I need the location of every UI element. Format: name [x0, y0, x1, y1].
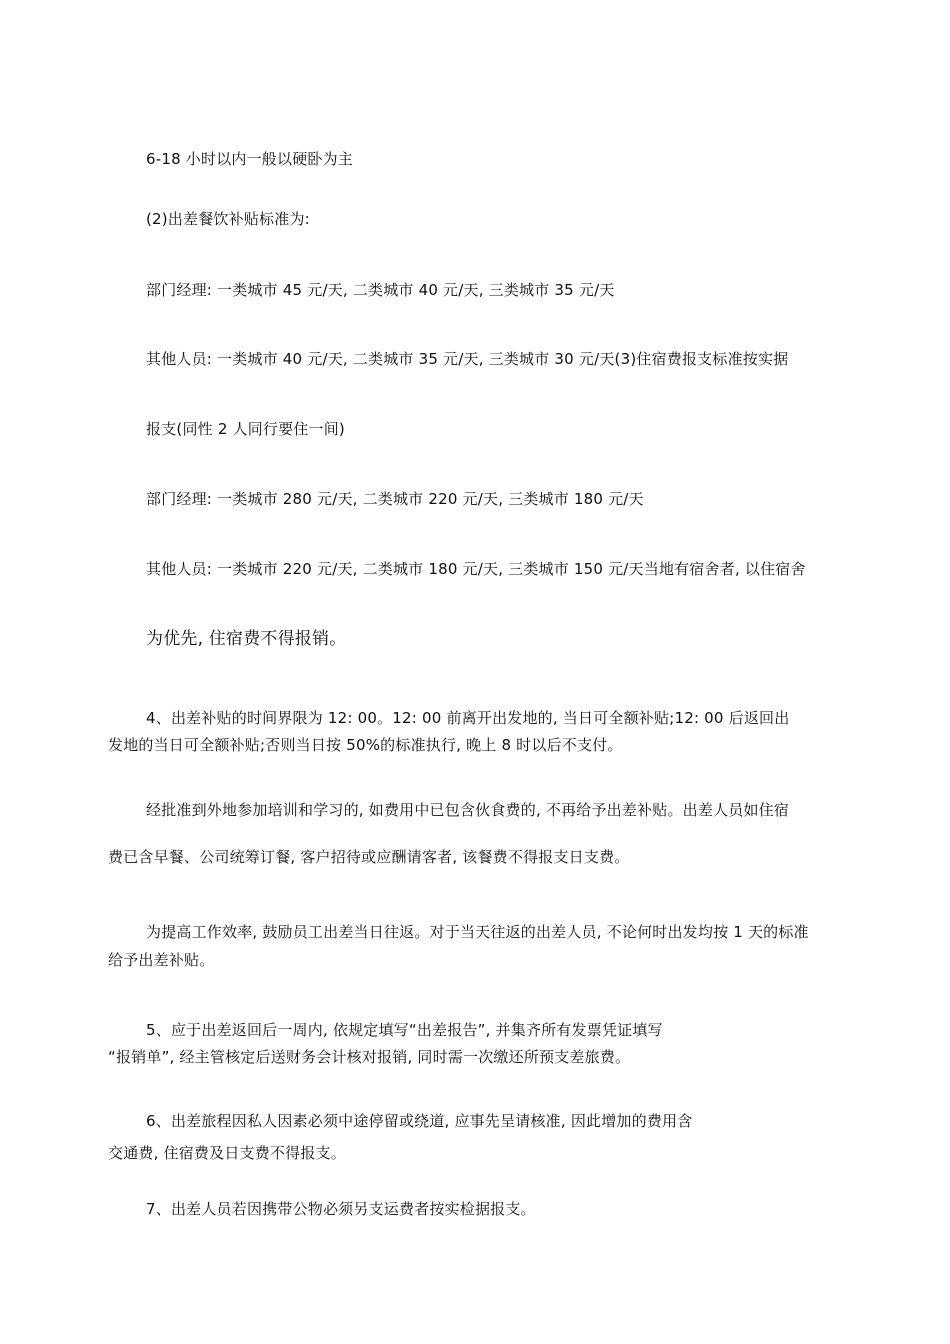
- text-line-same-day-rule-2: 给予出差补贴。: [108, 951, 215, 969]
- text-line-manager-meal-rates: 部门经理: 一类城市 45 元/天, 二类城市 40 元/天, 三类城市 35 元/天: [146, 281, 615, 299]
- text-line-meal-subsidy-heading: (2)出差餐饮补贴标准为:: [146, 210, 310, 228]
- text-line-manager-lodging-rates: 部门经理: 一类城市 280 元/天, 二类城市 220 元/天, 三类城市 180 元/天: [146, 490, 644, 508]
- text-line-detour-rule-2: 交通费, 住宿费及日支费不得报支。: [108, 1144, 346, 1162]
- text-line-freight-rule: 7、出差人员若因携带公物必须另支运费者按实检据报支。: [146, 1200, 536, 1218]
- text-line-report-rule-2: “报销单”, 经主管核定后送财务会计核对报销, 同时需一次缴还所预支差旅费。: [108, 1048, 631, 1066]
- text-line-same-day-rule-1: 为提高工作效率, 鼓励员工出差当日往返。对于当天往返的出差人员, 不论何时出发均按 1 天的标准: [146, 923, 809, 941]
- text-line-subsidy-time-rule-2: 发地的当日可全额补贴;否则当日按 50%的标准执行, 晚上 8 时以后不支付。: [108, 736, 623, 754]
- text-line-accommodation-rule: 6-18 小时以内一般以硬卧为主: [146, 150, 354, 168]
- text-line-staff-lodging-rates: 其他人员: 一类城市 220 元/天, 二类城市 180 元/天, 三类城市 150 元/天当地有宿舍者, 以住宿舍: [146, 560, 806, 578]
- text-line-lodging-note: 报支(同性 2 人同行要住一间): [146, 420, 345, 438]
- text-line-staff-meal-rates: 其他人员: 一类城市 40 元/天, 二类城市 35 元/天, 三类城市 30 元/天(3)住宿费报支标准按实据: [146, 350, 789, 368]
- text-line-report-rule-1: 5、应于出差返回后一周内, 依规定填写“出差报告”, 并集齐所有发票凭证填写: [146, 1021, 663, 1039]
- text-line-subsidy-time-rule-1: 4、出差补贴的时间界限为 12: 00。12: 00 前离开出发地的, 当日可全额补贴;12: 00 后返回出: [146, 709, 790, 727]
- text-line-detour-rule-1: 6、出差旅程因私人因素必须中途停留或绕道, 应事先呈请核准, 因此增加的费用含: [146, 1112, 693, 1130]
- text-line-training-rule-2: 费已含早餐、公司统筹订餐, 客户招待或应酬请客者, 该餐费不得报支日支费。: [108, 848, 630, 866]
- text-line-training-rule-1: 经批准到外地参加培训和学习的, 如费用中已包含伙食费的, 不再给予出差补贴。出差人员如住宿: [146, 801, 790, 819]
- text-line-dormitory-priority: 为优先, 住宿费不得报销。: [146, 629, 347, 649]
